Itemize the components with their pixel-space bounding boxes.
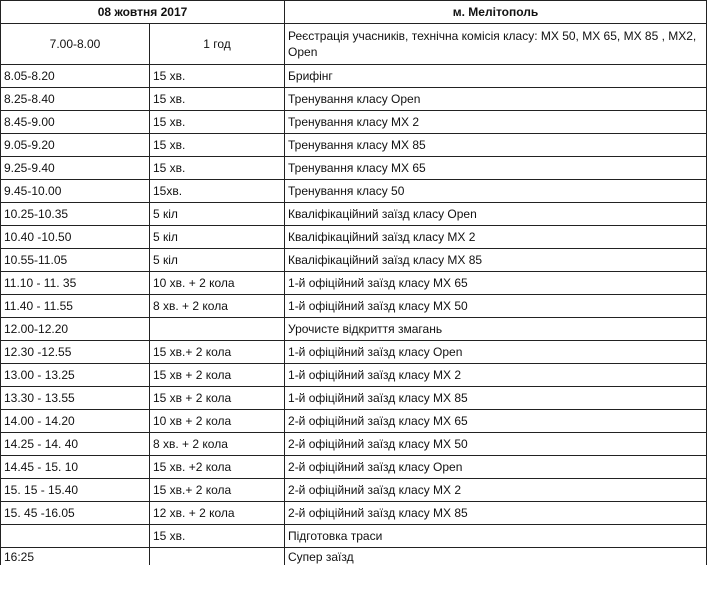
schedule-row [1, 180, 707, 203]
duration-cell: 8 хв. + 2 кола [150, 295, 285, 318]
time-cell: 11.10 - 11. 35 [1, 272, 150, 295]
time-cell: 9.05-9.20 [1, 134, 150, 157]
time-cell: 8.25-8.40 [1, 88, 150, 111]
duration-cell: 5 кіл [150, 249, 285, 272]
event-cell: Тренування класу Open [285, 88, 707, 111]
event-cell: 2-й офіційний заїзд класу MX 50 [285, 433, 707, 456]
time-cell: 14.00 - 14.20 [1, 410, 150, 433]
schedule-row [1, 134, 707, 157]
event-cell: Підготовка траси [285, 525, 707, 548]
duration-cell: 5 кіл [150, 203, 285, 226]
duration-cell: 15 хв. [150, 134, 285, 157]
event-cell: Тренування класу MX 85 [285, 134, 707, 157]
duration-cell: 15 хв. +2 кола [150, 456, 285, 479]
schedule-body [1, 1, 707, 566]
time-cell: 14.25 - 14. 40 [1, 433, 150, 456]
event-cell: 1-й офіційний заїзд класу MX 85 [285, 387, 707, 410]
time-cell: 8.05-8.20 [1, 65, 150, 88]
registration-row [1, 24, 707, 65]
duration-cell [150, 548, 285, 566]
time-cell: 10.40 -10.50 [1, 226, 150, 249]
time-cell: 11.40 - 11.55 [1, 295, 150, 318]
time-cell: 8.45-9.00 [1, 111, 150, 134]
time-cell: 7.00-8.00 [1, 24, 150, 65]
time-cell [1, 525, 150, 548]
schedule-row [1, 410, 707, 433]
schedule-row [1, 203, 707, 226]
duration-cell: 15 хв. [150, 157, 285, 180]
schedule-row [1, 548, 707, 566]
time-cell: 12.00-12.20 [1, 318, 150, 341]
schedule-row [1, 249, 707, 272]
schedule-row [1, 65, 707, 88]
event-cell: 1-й офіційний заїзд класу MX 65 [285, 272, 707, 295]
schedule-row [1, 387, 707, 410]
time-cell: 9.45-10.00 [1, 180, 150, 203]
time-cell: 12.30 -12.55 [1, 341, 150, 364]
event-cell: Брифінг [285, 65, 707, 88]
schedule-row [1, 456, 707, 479]
schedule-row [1, 341, 707, 364]
schedule-row [1, 502, 707, 525]
schedule-row [1, 157, 707, 180]
time-cell: 13.30 - 13.55 [1, 387, 150, 410]
event-cell: 1-й офіційний заїзд класу MX 50 [285, 295, 707, 318]
event-cell: Реєстрація учасників, технічна комісія класу: MX 50, MX 65, MX 85 , MX2, Open [285, 24, 707, 65]
duration-cell: 15хв. [150, 180, 285, 203]
duration-cell: 10 хв + 2 кола [150, 410, 285, 433]
schedule-row [1, 525, 707, 548]
duration-cell: 15 хв. [150, 525, 285, 548]
date-header: 08 жовтня 2017 [1, 1, 285, 24]
duration-cell: 8 хв. + 2 кола [150, 433, 285, 456]
duration-cell: 15 хв + 2 кола [150, 387, 285, 410]
duration-cell: 5 кіл [150, 226, 285, 249]
duration-cell: 10 хв. + 2 кола [150, 272, 285, 295]
event-cell: Тренування класу 50 [285, 180, 707, 203]
event-cell: 2-й офіційний заїзд класу Open [285, 456, 707, 479]
duration-cell: 15 хв.+ 2 кола [150, 341, 285, 364]
duration-cell: 15 хв. [150, 88, 285, 111]
time-cell: 14.45 - 15. 10 [1, 456, 150, 479]
schedule-row [1, 226, 707, 249]
duration-cell: 1 год [150, 24, 285, 65]
time-cell: 16:25 [1, 548, 150, 566]
time-cell: 10.25-10.35 [1, 203, 150, 226]
location-header: м. Мелітополь [285, 1, 707, 24]
schedule-row [1, 364, 707, 387]
event-cell: 2-й офіційний заїзд класу MX 2 [285, 479, 707, 502]
schedule-row [1, 111, 707, 134]
schedule-row [1, 295, 707, 318]
duration-cell [150, 318, 285, 341]
time-cell: 15. 15 - 15.40 [1, 479, 150, 502]
duration-cell: 15 хв. [150, 111, 285, 134]
event-cell: Урочисте відкриття змагань [285, 318, 707, 341]
duration-cell: 15 хв. [150, 65, 285, 88]
event-cell: 1-й офіційний заїзд класу MX 2 [285, 364, 707, 387]
time-cell: 15. 45 -16.05 [1, 502, 150, 525]
event-cell: Кваліфікаційний заїзд класу Open [285, 203, 707, 226]
event-cell: Тренування класу MX 65 [285, 157, 707, 180]
schedule-row [1, 479, 707, 502]
event-cell: Тренування класу MX 2 [285, 111, 707, 134]
duration-cell: 12 хв. + 2 кола [150, 502, 285, 525]
time-cell: 13.00 - 13.25 [1, 364, 150, 387]
event-cell: 1-й офіційний заїзд класу Open [285, 341, 707, 364]
event-cell: Супер заїзд [285, 548, 707, 566]
schedule-row [1, 433, 707, 456]
event-cell: 2-й офіційний заїзд класу MX 65 [285, 410, 707, 433]
schedule-row [1, 272, 707, 295]
event-cell: Кваліфікаційний заїзд класу MX 85 [285, 249, 707, 272]
schedule-row [1, 318, 707, 341]
duration-cell: 15 хв + 2 кола [150, 364, 285, 387]
header-row [1, 1, 707, 24]
time-cell: 9.25-9.40 [1, 157, 150, 180]
time-cell: 10.55-11.05 [1, 249, 150, 272]
event-cell: Кваліфікаційний заїзд класу MX 2 [285, 226, 707, 249]
event-cell: 2-й офіційний заїзд класу MX 85 [285, 502, 707, 525]
duration-cell: 15 хв.+ 2 кола [150, 479, 285, 502]
schedule-row [1, 88, 707, 111]
